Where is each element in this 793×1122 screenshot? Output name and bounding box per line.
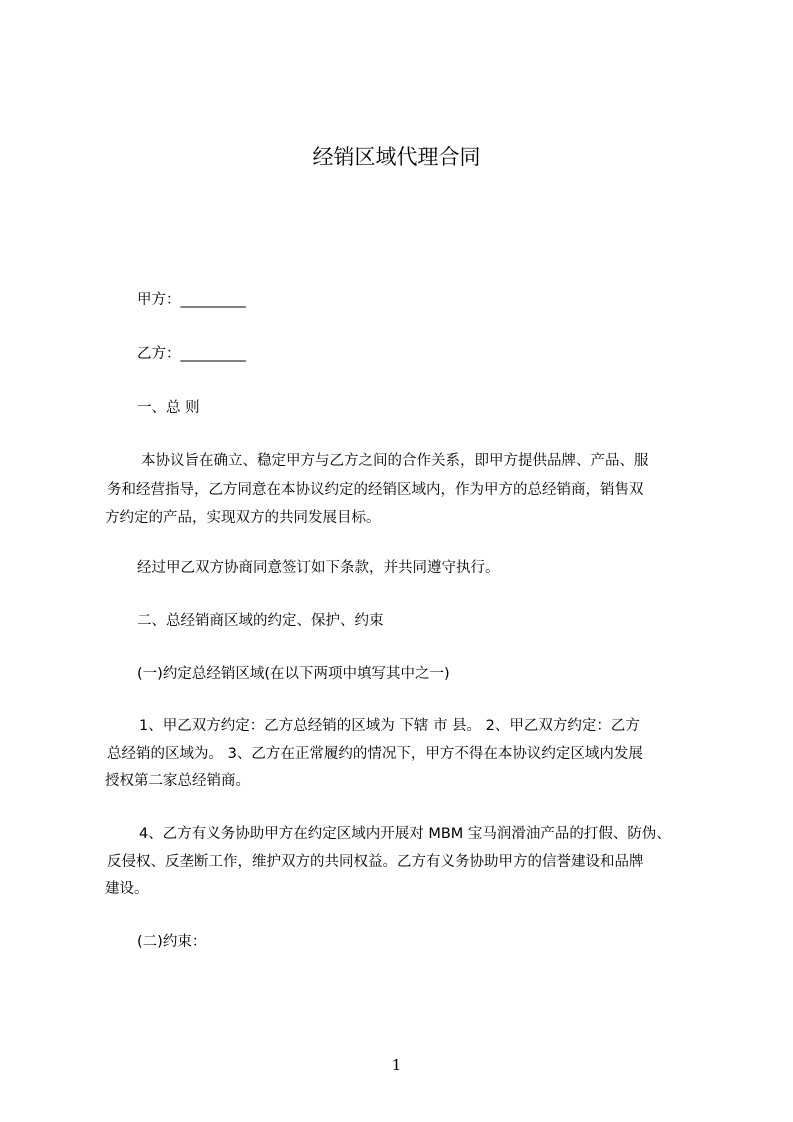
section-1-heading: 一、总 则 [137,400,200,416]
paragraph-line: 本协议旨在确立、稳定甲方与乙方之间的合作关系，即甲方提供品牌、产品、服 [141,453,649,469]
document-title: 经销区域代理合同 [312,145,481,169]
paragraph-line: 授权第二家总经销商。 [105,773,250,789]
paragraph-line: 方约定的产品，实现双方的共同发展目标。 [105,510,381,526]
party-a-line: 甲方：_________ [137,292,246,308]
paragraph-line: 务和经营指导，乙方同意在本协议约定的经销区域内，作为甲方的总经销商，销售双 [107,482,644,498]
paragraph-line: 4、乙方有义务协助甲方在约定区域内开展对 MBM 宝马润滑油产品的打假、防伪、 [139,826,671,842]
paragraph-line: 1、甲乙双方约定：乙方总经销的区域为 下辖 市 县。 2、甲乙双方约定：乙方 [139,718,640,734]
section-2-heading: 二、总经销商区域的约定、保护、约束 [137,613,384,629]
subsection-1-heading: (一)约定总经销区域(在以下两项中填写其中之一) [137,666,450,682]
section-1-paragraph-2: 经过甲乙双方协商同意签订如下条款，并共同遵守执行。 [137,560,500,576]
party-b-line: 乙方：_________ [137,346,246,362]
paragraph-line: 反侵权、反垄断工作，维护双方的共同权益。乙方有义务协助甲方的信誉建设和品牌 [107,854,644,870]
page-number: 1 [391,1056,402,1074]
subsection-2-heading: (二)约束： [137,934,207,950]
paragraph-line: 总经销的区域为。 3、乙方在正常履约的情况下，甲方不得在本协议约定区域内发展 [107,746,643,762]
paragraph-line: 建设。 [105,881,149,897]
